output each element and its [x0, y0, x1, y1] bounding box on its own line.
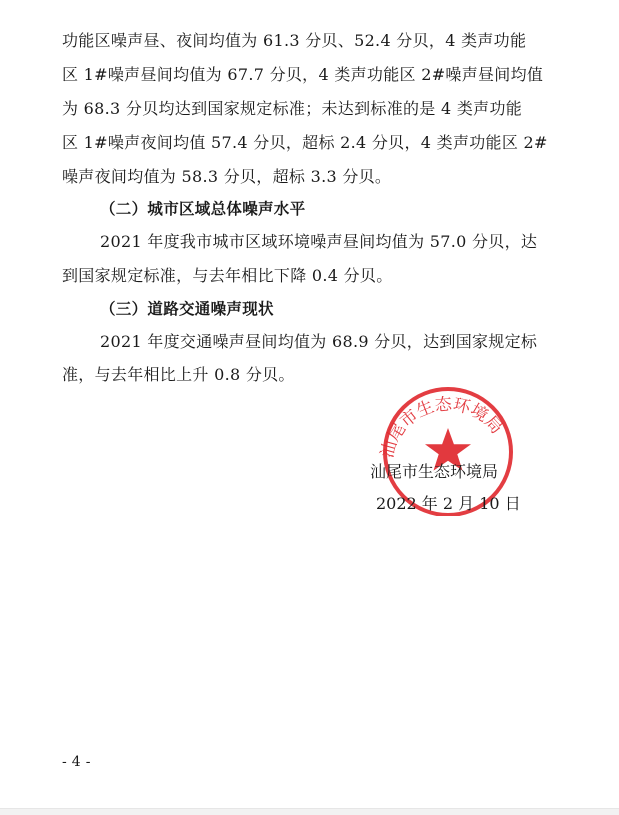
body-line: 区 1#噪声夜间均值 57.4 分贝，超标 2.4 分贝，4 类声功能区 2#	[62, 133, 548, 152]
body-line: 为 68.3 分贝均达到国家规定标准；未达到标准的是 4 类声功能	[62, 99, 523, 118]
issuer-name: 汕尾市生态环境局	[370, 462, 499, 481]
page-number: - 4 -	[62, 754, 91, 770]
section-paragraph-line: 到国家规定标准，与去年相比下降 0.4 分贝。	[62, 266, 393, 285]
section-heading-traffic-noise: （三）道路交通噪声现状	[100, 300, 274, 318]
body-line: 噪声夜间均值为 58.3 分贝，超标 3.3 分贝。	[62, 167, 392, 186]
section-paragraph-line: 2021 年度交通噪声昼间均值为 68.9 分贝，达到国家规定标	[100, 332, 538, 351]
body-line: 区 1#噪声昼间均值为 67.7 分贝，4 类声功能区 2#噪声昼间均值	[62, 65, 544, 84]
section-heading-urban-noise: （二）城市区域总体噪声水平	[100, 200, 306, 218]
seal-arc-text: 汕尾市生态环境局	[377, 394, 507, 461]
section-paragraph-line: 准，与去年相比上升 0.8 分贝。	[62, 365, 295, 384]
section-paragraph-line: 2021 年度我市城市区域环境噪声昼间均值为 57.0 分贝，达	[100, 232, 538, 251]
body-line: 功能区噪声昼、夜间均值为 61.3 分贝、52.4 分贝，4 类声功能	[62, 31, 527, 50]
issue-date: 2022 年 2 月 10 日	[376, 494, 521, 513]
